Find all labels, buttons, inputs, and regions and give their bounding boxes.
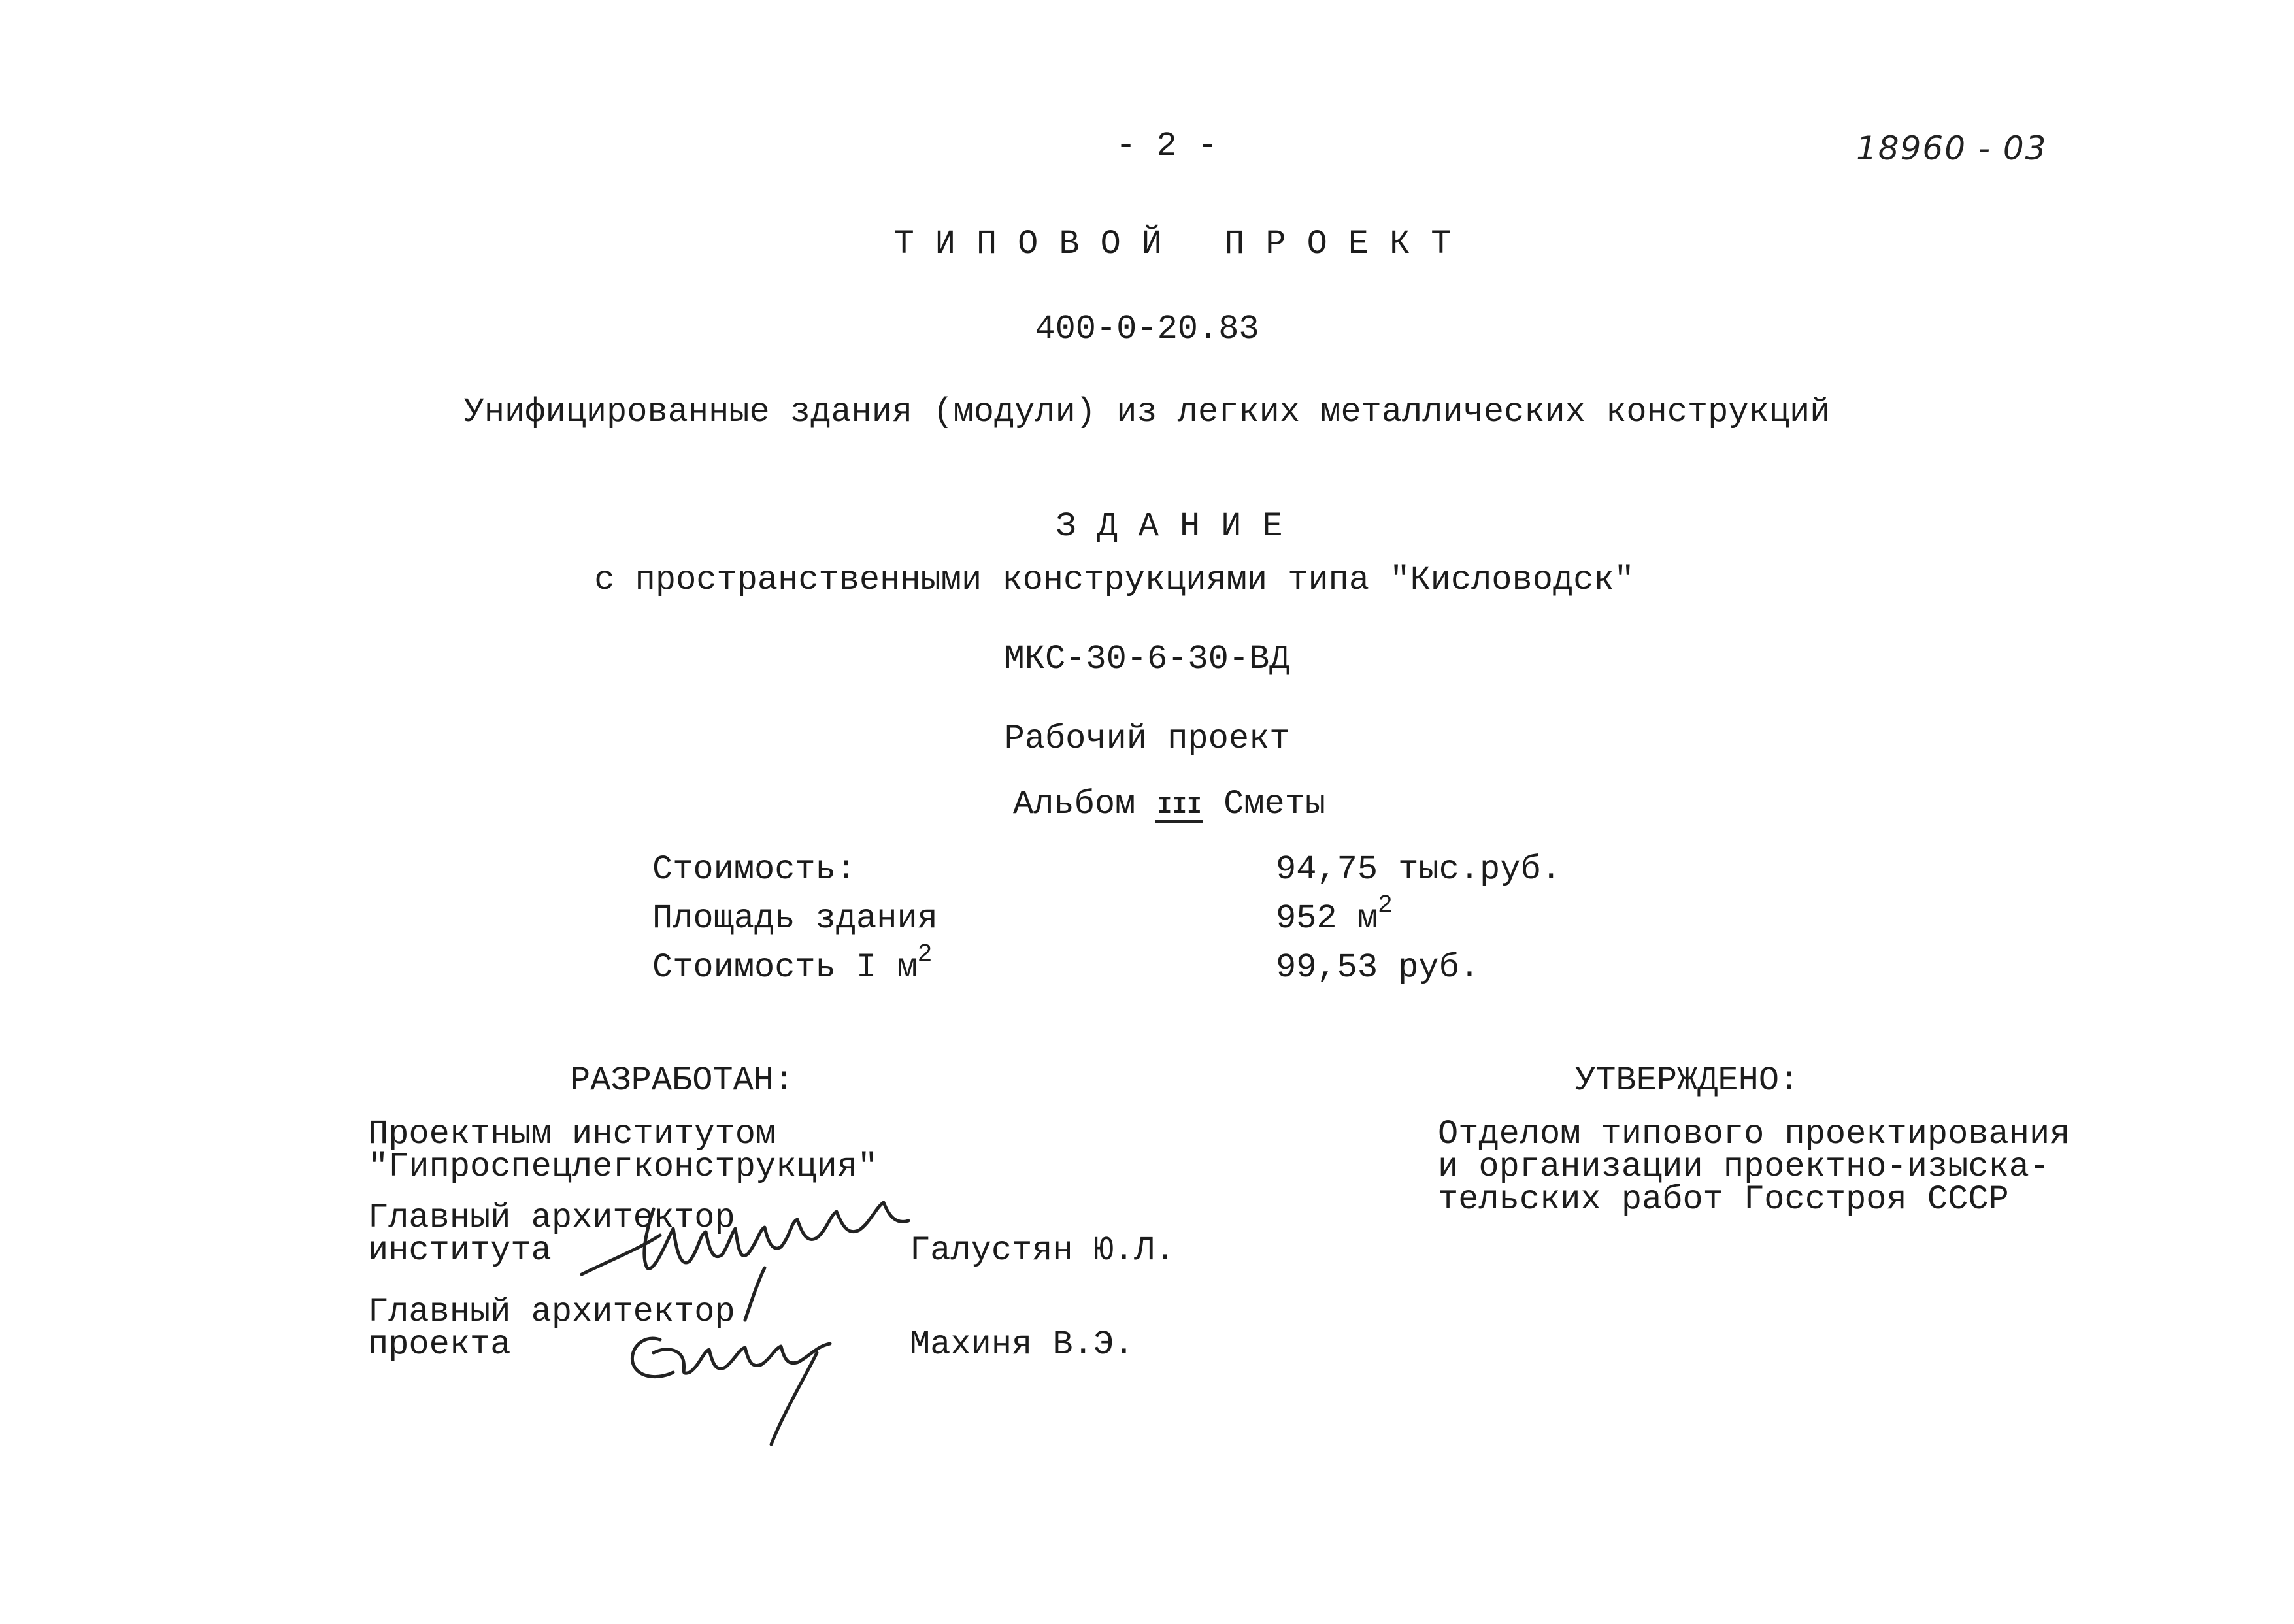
model-code: МКС-30-6-30-ВД	[1004, 640, 1290, 678]
chief-architect-project-title2: проекта	[368, 1325, 511, 1364]
page-number: - 2 -	[1115, 127, 1218, 165]
spec-label-cost: Стоимость:	[652, 850, 857, 889]
unit-cost-exponent: 2	[917, 940, 933, 969]
chief-architect-institute-title2: института	[368, 1231, 552, 1270]
chief-architect-project-title1: Главный архитектор	[368, 1293, 735, 1331]
developer-org-line2: "Гипроспецлегконструкция"	[368, 1148, 878, 1186]
approved-heading: УТВЕРЖДЕНО:	[1575, 1061, 1800, 1100]
document-heading: ТИПОВОЙ ПРОЕКТ	[893, 225, 1472, 263]
album-suffix: Сметы	[1223, 785, 1326, 823]
spec-label-area: Площадь здания	[652, 899, 938, 938]
approver-line1: Отделом типового проектирования	[1438, 1115, 2070, 1153]
unit-cost-label: Стоимость I м	[652, 948, 918, 987]
project-number: 400-0-20.83	[1035, 310, 1259, 348]
document-code: 18960 - 03	[1856, 129, 2048, 167]
album-line	[1013, 787, 1325, 823]
area-unit-exponent: 2	[1378, 891, 1393, 920]
signature-galustyan	[569, 1170, 922, 1327]
chief-architect-institute-name: Галустян Ю.Л.	[910, 1231, 1175, 1270]
developer-org-line1: Проектным институтом	[368, 1115, 776, 1153]
spec-value-area	[1276, 891, 1393, 938]
building-description: с пространственными конструкциями типа "Кисловодск"	[594, 561, 1635, 599]
chief-architect-institute-title1: Главный архитектор	[368, 1199, 735, 1237]
project-subtitle: Унифицированные здания (модули) из легких металлических конструкций	[463, 393, 1831, 431]
spec-value-cost: 94,75 тыс.руб.	[1276, 850, 1561, 889]
approver-line2: и организации проектно-изыска-	[1438, 1148, 2050, 1186]
approver-line3: тельских работ Госстроя СССР	[1438, 1180, 2009, 1219]
signature-makhinya	[621, 1314, 856, 1451]
developed-heading: РАЗРАБОТАН:	[570, 1061, 795, 1100]
spec-label-unit-cost	[652, 940, 933, 987]
album-number: III	[1155, 795, 1203, 823]
building-heading: ЗДАНИЕ	[1056, 507, 1304, 546]
area-value: 952 м	[1276, 899, 1378, 938]
album-prefix: Альбом	[1013, 785, 1136, 823]
project-type: Рабочий проект	[1004, 720, 1290, 758]
spec-value-unit-cost: 99,53 руб.	[1276, 948, 1480, 987]
chief-architect-project-name: Махиня В.Э.	[910, 1325, 1135, 1364]
